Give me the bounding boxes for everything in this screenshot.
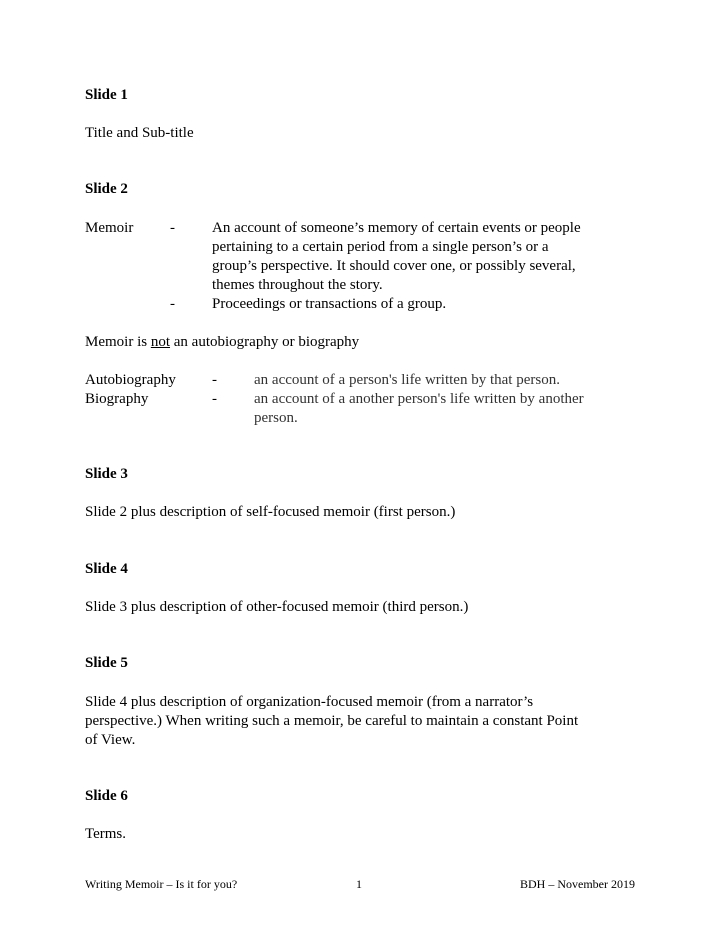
autobiography-term: Autobiography — [85, 372, 176, 388]
memoir-note-after: an autobiography or biography — [170, 334, 360, 350]
biography-term: Biography — [85, 391, 149, 407]
slide-2-heading: Slide 2 — [85, 181, 128, 197]
slide-3-text: Slide 2 plus description of self-focused memoir (first person.) — [85, 504, 456, 520]
memoir-def-line-1: An account of someone’s memory of certain events or people — [212, 220, 581, 236]
memoir-term: Memoir — [85, 220, 134, 236]
biography-def-line-1: an account of a another person's life written by another — [254, 391, 584, 407]
slide-5-text-line-1: Slide 4 plus description of organization-focused memoir (from a narrator’s — [85, 694, 534, 710]
slide-5-text-line-3: of View. — [85, 732, 136, 748]
biography-def-line-2: person. — [254, 410, 298, 426]
slide-1-heading: Slide 1 — [85, 87, 128, 103]
memoir-note-emphasis: not — [150, 334, 171, 350]
memoir-dash-2: - — [170, 296, 175, 312]
autobiography-dash: - — [212, 372, 217, 388]
slide-1-text: Title and Sub-title — [85, 125, 194, 141]
memoir-def-2: Proceedings or transactions of a group. — [212, 296, 447, 312]
autobiography-def: an account of a person's life written by that person. — [254, 372, 560, 388]
memoir-def-line-3: group’s perspective. It should cover one, or possibly several, — [212, 258, 576, 274]
slide-4-text: Slide 3 plus description of other-focused memoir (third person.) — [85, 599, 469, 615]
slide-6-text: Terms. — [85, 826, 127, 842]
memoir-def-line-4: themes throughout the story. — [212, 277, 383, 293]
footer-page-number: 1 — [356, 877, 362, 891]
slide-5-heading: Slide 5 — [85, 655, 128, 671]
slide-3-heading: Slide 3 — [85, 466, 128, 482]
footer-left: Writing Memoir – Is it for you? — [85, 877, 238, 891]
memoir-def-line-2: pertaining to a certain period from a single person’s or a — [212, 239, 549, 255]
memoir-note — [85, 333, 359, 352]
biography-dash: - — [212, 391, 217, 407]
memoir-dash-1: - — [170, 220, 175, 236]
slide-5-text-line-2: perspective.) When writing such a memoir, be careful to maintain a constant Point — [85, 713, 579, 729]
memoir-note-before: Memoir is — [85, 334, 151, 350]
footer-right: BDH – November 2019 — [520, 877, 635, 891]
slide-6-heading: Slide 6 — [85, 788, 128, 804]
slide-4-heading: Slide 4 — [85, 561, 128, 577]
